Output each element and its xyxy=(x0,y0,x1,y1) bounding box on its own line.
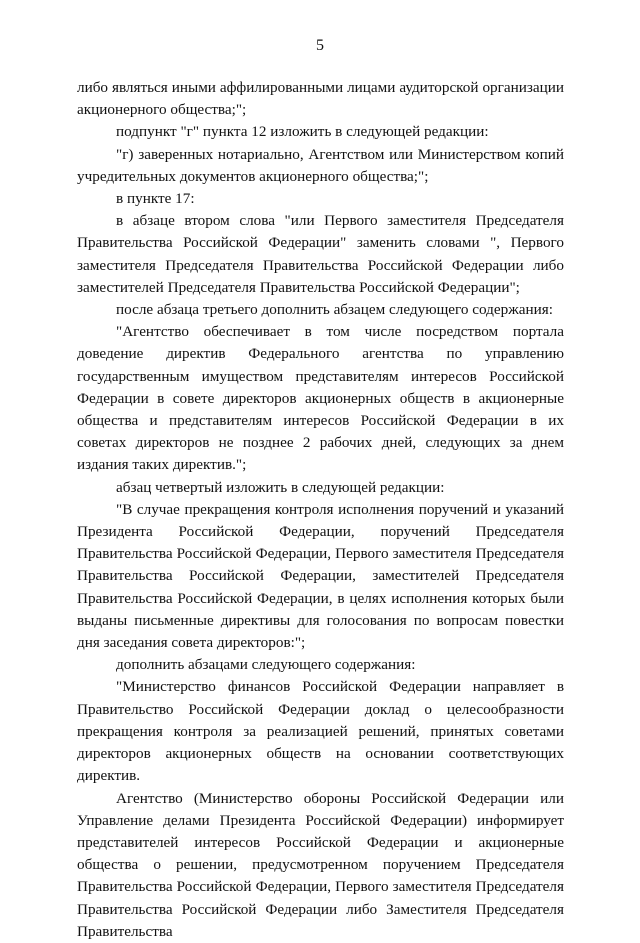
page-number: 5 xyxy=(316,37,324,54)
paragraph-12: Агентство (Министерство обороны Российской Федерации или Управление делами Президента Российской Федерации) информирует представителей интересов Российской Федерации и акционерные общества о решении, предусмотренном поручением Председателя Правительства Российской Федерации, Первого заместителя Председателя Правительства Российской Федерации либо Заместителя Председателя Правительства xyxy=(77,789,564,940)
paragraph-11: "Министерство финансов Российской Федерации направляет в Правительство Российской Федерации доклад о целесообразности прекращения контроля за реализацией решений, принятых советами директоров акционерных обществ на основании соответствующих директив. xyxy=(77,678,564,785)
paragraph-7: "Агентство обеспечивает в том числе посредством портала доведение директив Федерального агентства по управлению государственным имуществом представителям интересов Российской Федерации в совете директоров акционерных обществ в акционерные общества и представителям интересов Российской Федерации в их советах директоров не позднее 2 рабочих дней, следующих за днем издания таких директив."; xyxy=(77,323,564,474)
paragraph-1: либо являться иными аффилированными лицами аудиторской организации акционерного общества;"; xyxy=(77,79,564,119)
paragraph-10: дополнить абзацами следующего содержания: xyxy=(116,656,416,674)
paragraph-8: абзац четвертый изложить в следующей редакции: xyxy=(116,478,445,496)
document-body xyxy=(77,77,564,943)
paragraph-9: "В случае прекращения контроля исполнения поручений и указаний Президента Российской Федерации, поручений Председателя Правительства Российской Федерации, Первого заместителя Председателя Правительства Российской Федерации, заместителей Председателя Правительства Российской Федерации, в целях исполнения которых были выданы письменные директивы для голосования по вопросам повестки дня заседания совета директоров:"; xyxy=(77,500,564,652)
paragraph-5: в абзаце втором слова "или Первого заместителя Председателя Правительства Российской Федерации" заменить словами ", Первого заместителя Председателя Правительства Российской Федерации либо заместителей Председателя Правительства Российской Федерации"; xyxy=(77,212,564,296)
paragraph-4: в пункте 17: xyxy=(116,190,195,208)
paragraph-6: после абзаца третьего дополнить абзацем следующего содержания: xyxy=(116,301,553,319)
paragraph-2: подпункт "г" пункта 12 изложить в следующей редакции: xyxy=(116,123,489,141)
paragraph-3: "г) заверенных нотариально, Агентством или Министерством копий учредительных документов акционерного общества;"; xyxy=(77,145,564,185)
